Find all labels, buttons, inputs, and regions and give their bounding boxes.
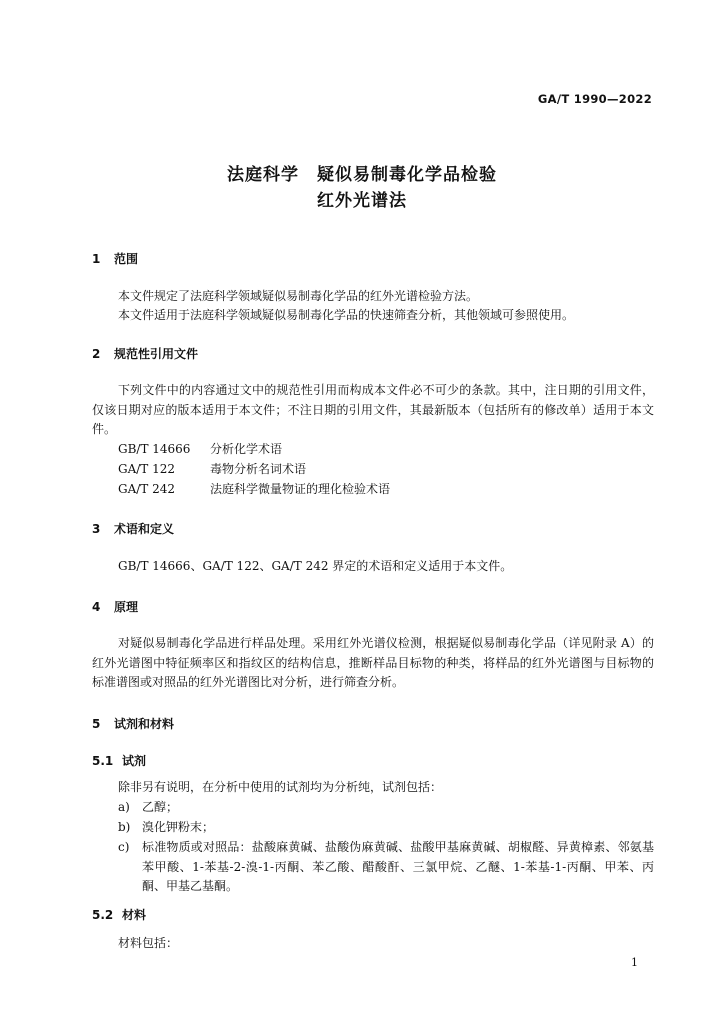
section-5-1-heading xyxy=(92,752,146,769)
section-number: 3 xyxy=(92,522,101,536)
section-5-1-intro: 除非另有说明，在分析中使用的试剂均为分析纯，试剂包括： xyxy=(118,780,443,794)
section-2-paragraph-1: 下列文件中的内容通过文中的规范性引用而构成本文件必不可少的条款。其中，注日期的引用文件，仅该日期对应的版本适用于本文件；不注日期的引用文件，其最新版本（包括所有的修改单）适用于本文件。 xyxy=(92,383,654,436)
reference-name: 法庭科学微量物证的理化检验术语 xyxy=(210,482,391,496)
section-2-heading xyxy=(92,345,198,362)
list-item xyxy=(118,798,654,818)
section-title: 原理 xyxy=(114,600,139,614)
reference-item xyxy=(118,440,282,460)
section-1-heading xyxy=(92,250,138,267)
section-3-paragraph-1: GB/T 14666、GA/T 122、GA/T 242 界定的术语和定义适用于本文件。 xyxy=(118,559,513,573)
list-item xyxy=(118,818,654,838)
reference-name: 分析化学术语 xyxy=(210,442,283,456)
section-number: 1 xyxy=(92,252,101,266)
section-5-2-heading xyxy=(92,906,146,923)
list-item xyxy=(118,838,654,897)
page-number: 1 xyxy=(631,956,638,969)
section-4-heading xyxy=(92,598,138,615)
list-item-text: 乙醇； xyxy=(142,800,179,814)
list-marker: a) xyxy=(118,800,130,814)
section-title: 规范性引用文件 xyxy=(114,347,199,361)
section-5-heading xyxy=(92,715,174,732)
section-number: 5 xyxy=(92,717,101,731)
reference-item xyxy=(118,480,390,500)
section-1-paragraph-2: 本文件适用于法庭科学领域疑似易制毒化学品的快速筛查分析，其他领域可参照使用。 xyxy=(118,308,575,322)
list-item-text: 溴化钾粉末； xyxy=(142,820,215,834)
section-number: 5.2 xyxy=(92,908,114,922)
section-1-paragraph-1: 本文件规定了法庭科学领域疑似易制毒化学品的红外光谱检验方法。 xyxy=(118,289,479,303)
reference-name: 毒物分析名词术语 xyxy=(210,462,307,476)
list-marker: c) xyxy=(118,840,130,854)
reference-code: GB/T 14666 xyxy=(118,442,191,456)
document-title-line2: 红外光谱法 xyxy=(317,191,407,211)
reference-code: GA/T 242 xyxy=(118,482,176,496)
section-title: 范围 xyxy=(114,252,139,266)
section-4-paragraph-1: 对疑似易制毒化学品进行样品处理。采用红外光谱仪检测，根据疑似易制毒化学品（详见附录 A）的红外光谱图中特征频率区和指纹区的结构信息，推断样品目标物的种类，将样品的红外光谱图与目标物的标准谱图或对照品的红外光谱图比对分析，进行筛查分析。 xyxy=(92,636,654,689)
reference-code: GA/T 122 xyxy=(118,462,176,476)
list-marker: b) xyxy=(118,820,131,834)
standard-code: GA/T 1990—2022 xyxy=(537,92,652,106)
document-title-line1: 法庭科学 疑似易制毒化学品检验 xyxy=(227,165,497,185)
section-number: 4 xyxy=(92,600,101,614)
section-title: 术语和定义 xyxy=(114,522,175,536)
section-3-heading xyxy=(92,520,174,537)
section-number: 5.1 xyxy=(92,754,114,768)
section-title: 材料 xyxy=(122,908,147,922)
reference-item xyxy=(118,460,306,480)
section-number: 2 xyxy=(92,347,101,361)
list-item-text: 标准物质或对照品：盐酸麻黄碱、盐酸伪麻黄碱、盐酸甲基麻黄碱、胡椒醛、异黄樟素、邻氨基苯甲酸、1-苯基-2-溴-1-丙酮、苯乙酸、醋酸酐、三氯甲烷、乙醚、1-苯基-1-丙酮、甲苯、丙酮、甲基乙基酮。 xyxy=(142,840,654,893)
section-title: 试剂 xyxy=(122,754,147,768)
section-title: 试剂和材料 xyxy=(114,717,175,731)
section-5-2-intro: 材料包括： xyxy=(118,936,179,950)
